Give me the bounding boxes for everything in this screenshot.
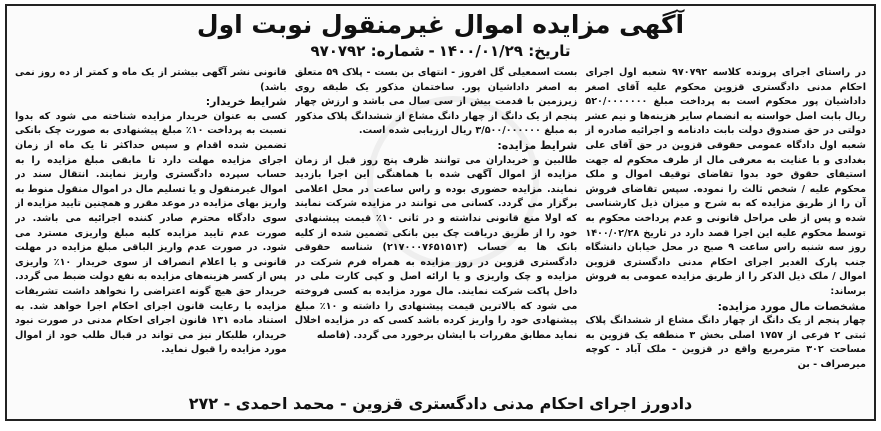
notice-date: تاریخ: ۱۴۰۰/۰۱/۲۹ xyxy=(438,42,571,60)
signature-line: دادورز اجرای احکام مدنی دادگستری قزوین - محمد احمدی - ۲۷۲ xyxy=(188,394,693,413)
notice-page xyxy=(5,4,876,421)
paragraph: کسی به عنوان خریدار مزایده شناخته می شود که بدوا نسبت به پرداخت ۱۰٪ مبلغ پیشنهادی به صورت چک بانکی تضمین شده اقدام و سپس حداکثر تا یک ماه از زمان اجرای مزایده مهلت دارد تا مابقی مبلغ مزایده را به حساب سپرده دادگستری واریز نمایند. انتقال سند در اموال غیرمنقول و یا تسلیم مال در اموال منقول منوط به واریز بهای مزایده در موعد مقرر و همچنین تایید مزایده از سوی دادگاه محترم صادر کننده اجرائیه می باشد. در صورت عدم تایید مزایده کلیه مبلغ واریزی مسترد می شود. در صورت عدم واریز الباقی مبلغ مزایده در مهلت قانونی و یا اعلام انصراف از سوی خریدار ۱۰٪ واریزی پس از کسر هزینه‌های مزایده به نفع دولت ضبط می گردد. خریدار حق هیچ گونه اعتراضی را نخواهد داشت تشریفات مزایده با رعایت قانون اجرای احکام اجرا خواهد شد. به استناد ماده ۱۳۱ قانون اجرای احکام مدنی در صورت نبود خریدار، طلبکار نیز می تواند در قبال طلب خود از اموال مورد مزایده را قبول نماید. xyxy=(15,110,287,356)
column-right xyxy=(585,66,866,384)
date-line: تاریخ: ۱۴۰۰/۰۱/۲۹-شماره: ۹۷۰۷۹۲ xyxy=(310,42,571,60)
column-left xyxy=(15,66,287,384)
notice-columns xyxy=(15,66,866,384)
paragraph: در راستای اجرای پرونده کلاسه ۹۷۰۷۹۲ شعبه اول اجرای احکام مدنی دادگستری قزوین محکوم علیه آقای اصغر داداشیان پور محکوم است به پرداخت مبلغ ۵۲۰/۰۰۰۰۰۰۰ ریال بابت اصل خواسته به انضمام سایر هزینه‌ها و نیم عشر دولتی در حق صندوق دولت بابت دادنامه و اجرائیه صادره از شعبه اول دادگاه عمومی حقوقی قزوین در حق آقای علی بغدادی و با عنایت به معرفی مال از طرف محکوم له جهت استیفای حقوق خود بدوا تقاضای توقیف اموال و ملک محکوم علیه / شخص ثالث را نموده. سپس تقاضای فروش آن را از طریق مزایده که به شرح و میزان ذیل کارشناسی شده و پس از طی مراحل قانونی و عدم پرداخت محکوم به توسط محکوم علیه این اجرا قصد دارد در تاریخ ۱۴۰۰/۰۲/۲۸ روز سه شنبه راس ساعت ۹ صبح در محل خیابان دانشگاه جنب پارک الغدیر اجرای احکام مدنی دادگستری قزوین اموال / ملک ذیل الذکر را از طریق مزایده عمومی به فروش برساند: xyxy=(585,67,866,297)
section-heading: شرایط مزایده: xyxy=(497,138,578,152)
column-middle xyxy=(295,66,578,384)
section-heading: مشخصات مال مورد مزایده: xyxy=(717,299,866,313)
paragraph: چهار پنجم از یک دانگ از چهار دانگ مشاع از ششدانگ پلاک ثبتی ۲ فرعی از ۱۷۵۷ اصلی بخش ۳ منطقه یک قزوین به مساحت ۳۰۲ مترمربع واقع در قزوین - ملک آباد - کوچه میرصراف - بن xyxy=(585,315,866,370)
notice-number: شماره: ۹۷۰۷۹۲ xyxy=(310,42,425,60)
paragraph: طالبین و خریداران می توانند ظرف پنج روز قبل از زمان مزایده از اموال آگهی شده با هماهنگی این اجرا بازدید نمایند. مزایده حضوری بوده و راس ساعت در محل اعلامی برگزار می گردد. کسانی می توانند در مزایده شرکت نمایند که اولا منع قانونی نداشته و در ثانی ۱۰٪ قیمت پیشنهادی خود را از طریق دریافت چک بین بانکی تضمین شده از کلیه بانک ها به حساب (۲۱۷۰۰۰۷۶۵۱۵۱۳) شناسه حقوقی دادگستری قزوین در روز مزایده به همراه فرم شرکت در مزایده و چک واریزی و یا ارائه اصل و کپی کارت ملی در داخل پاکت شرکت نمایند. مال مورد مزایده به کسی فروخته می شود که بالاترین قیمت پیشنهادی را داشته و ۱۰٪ مبلغ پیشنهادی خود را واریز کرده باشد کسی که در مزایده اخلال نماید مطابق مقررات با ایشان برخورد می گردد. (فاصله xyxy=(294,154,578,341)
notice-title: آگهی مزایده اموال غیرمنقول نوبت اول xyxy=(196,10,685,39)
paragraph: بست اسمعیلی گل افروز - انتهای بن بست - پلاک ۵۹ متعلق به اصغر داداشیان پور. ساختمان مذکور یک طبقه روی زیرزمین با قدمت بیش از سی سال می باشد و ارزش چهار پنجم از یک دانگ از چهار دانگ مشاع از ششدانگ پلاک مذکور به مبلغ ۳/۵۰۰/۰۰۰۰۰۰ ریال ارزیابی شده است. xyxy=(294,67,578,137)
section-heading: شرایط خریدار: xyxy=(205,95,287,109)
paragraph: قانونی نشر آگهی بیشتر از یک ماه و کمتر از ده روز نمی باشد) xyxy=(15,67,287,93)
